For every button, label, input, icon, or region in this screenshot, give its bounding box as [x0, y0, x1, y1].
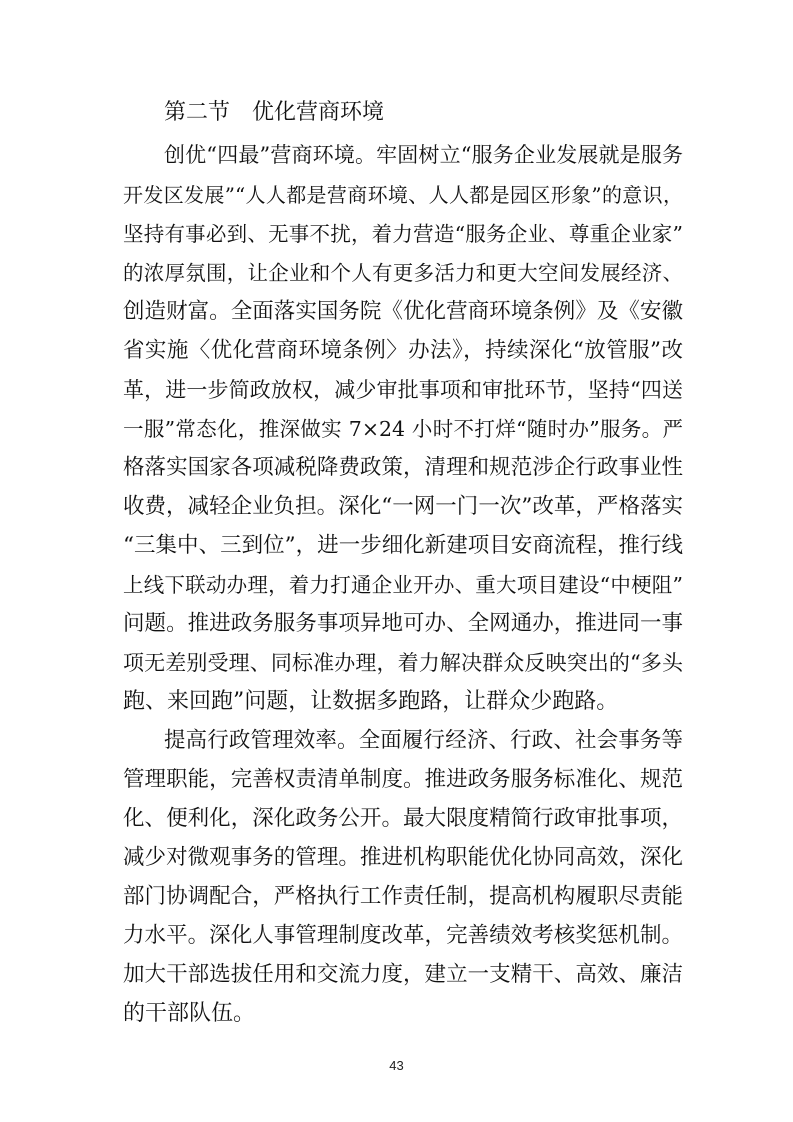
paragraph-line: 问题。推进政务服务事项异地可办、全网通办，推进同一事 [123, 611, 683, 636]
paragraph-line: 提高行政管理效率。全面履行经济、行政、社会事务等 [164, 728, 683, 753]
paragraph-line: 上线下联动办理，着力打通企业开办、重大项目建设“中梗阻” [123, 573, 683, 597]
paragraph-line: 创优“四最”营商环境。牢固树立“服务企业发展就是服务 [164, 143, 683, 167]
paragraph-line: 化、便利化，深化政务公开。最大限度精简行政审批事项， [123, 806, 683, 831]
paragraph-line: 减少对微观事务的管理。推进机构职能优化协同高效，深化 [123, 845, 683, 870]
page-number: 43 [389, 1058, 404, 1073]
paragraph-line: 管理职能，完善权责清单制度。推进政务服务标准化、规范 [123, 767, 683, 792]
paragraph-line: 力水平。深化人事管理制度改革，完善绩效考核奖惩机制。 [123, 923, 683, 948]
paragraph-line: 的浓厚氛围，让企业和个人有更多活力和更大空间发展经济、 [123, 261, 683, 285]
paragraph-line: 格落实国家各项减税降费政策，清理和规范涉企行政事业性 [123, 455, 683, 480]
section-heading: 第二节 优化营商环境 [164, 100, 385, 125]
paragraph-line: 项无差别受理、同标准办理，着力解决群众反映突出的“多头 [123, 651, 683, 675]
paragraph-line: 开发区发展”“人人都是营商环境、人人都是园区形象”的意识， [123, 183, 683, 207]
paragraph-line: 收费，减轻企业负担。深化“一网一门一次”改革，严格落实 [123, 494, 683, 519]
paragraph-line: 坚持有事必到、无事不扰，着力营造“服务企业、尊重企业家” [123, 222, 683, 246]
paragraph-line: “三集中、三到位”，进一步细化新建项目安商流程，推行线 [123, 533, 683, 558]
paragraph-line: 跑、来回跑”问题，让数据多跑路，让群众少跑路。 [123, 689, 619, 714]
paragraph-line: 创造财富。全面落实国务院《优化营商环境条例》及《安徽 [123, 299, 683, 324]
paragraph-line: 的干部队伍。 [123, 1001, 256, 1026]
paragraph-line: 革，进一步简政放权，减少审批事项和审批环节，坚持“四送 [123, 378, 683, 402]
paragraph-line: 省实施〈优化营商环境条例〉办法》，持续深化“放管服”改 [123, 338, 683, 363]
paragraph-line: 加大干部选拔任用和交流力度，建立一支精干、高效、廉洁 [123, 962, 683, 987]
paragraph-line: 一服”常态化，推深做实 7×24 小时不打烊“随时办”服务。严 [123, 417, 683, 441]
paragraph-line: 部门协调配合，严格执行工作责任制，提高机构履职尽责能 [123, 884, 683, 909]
